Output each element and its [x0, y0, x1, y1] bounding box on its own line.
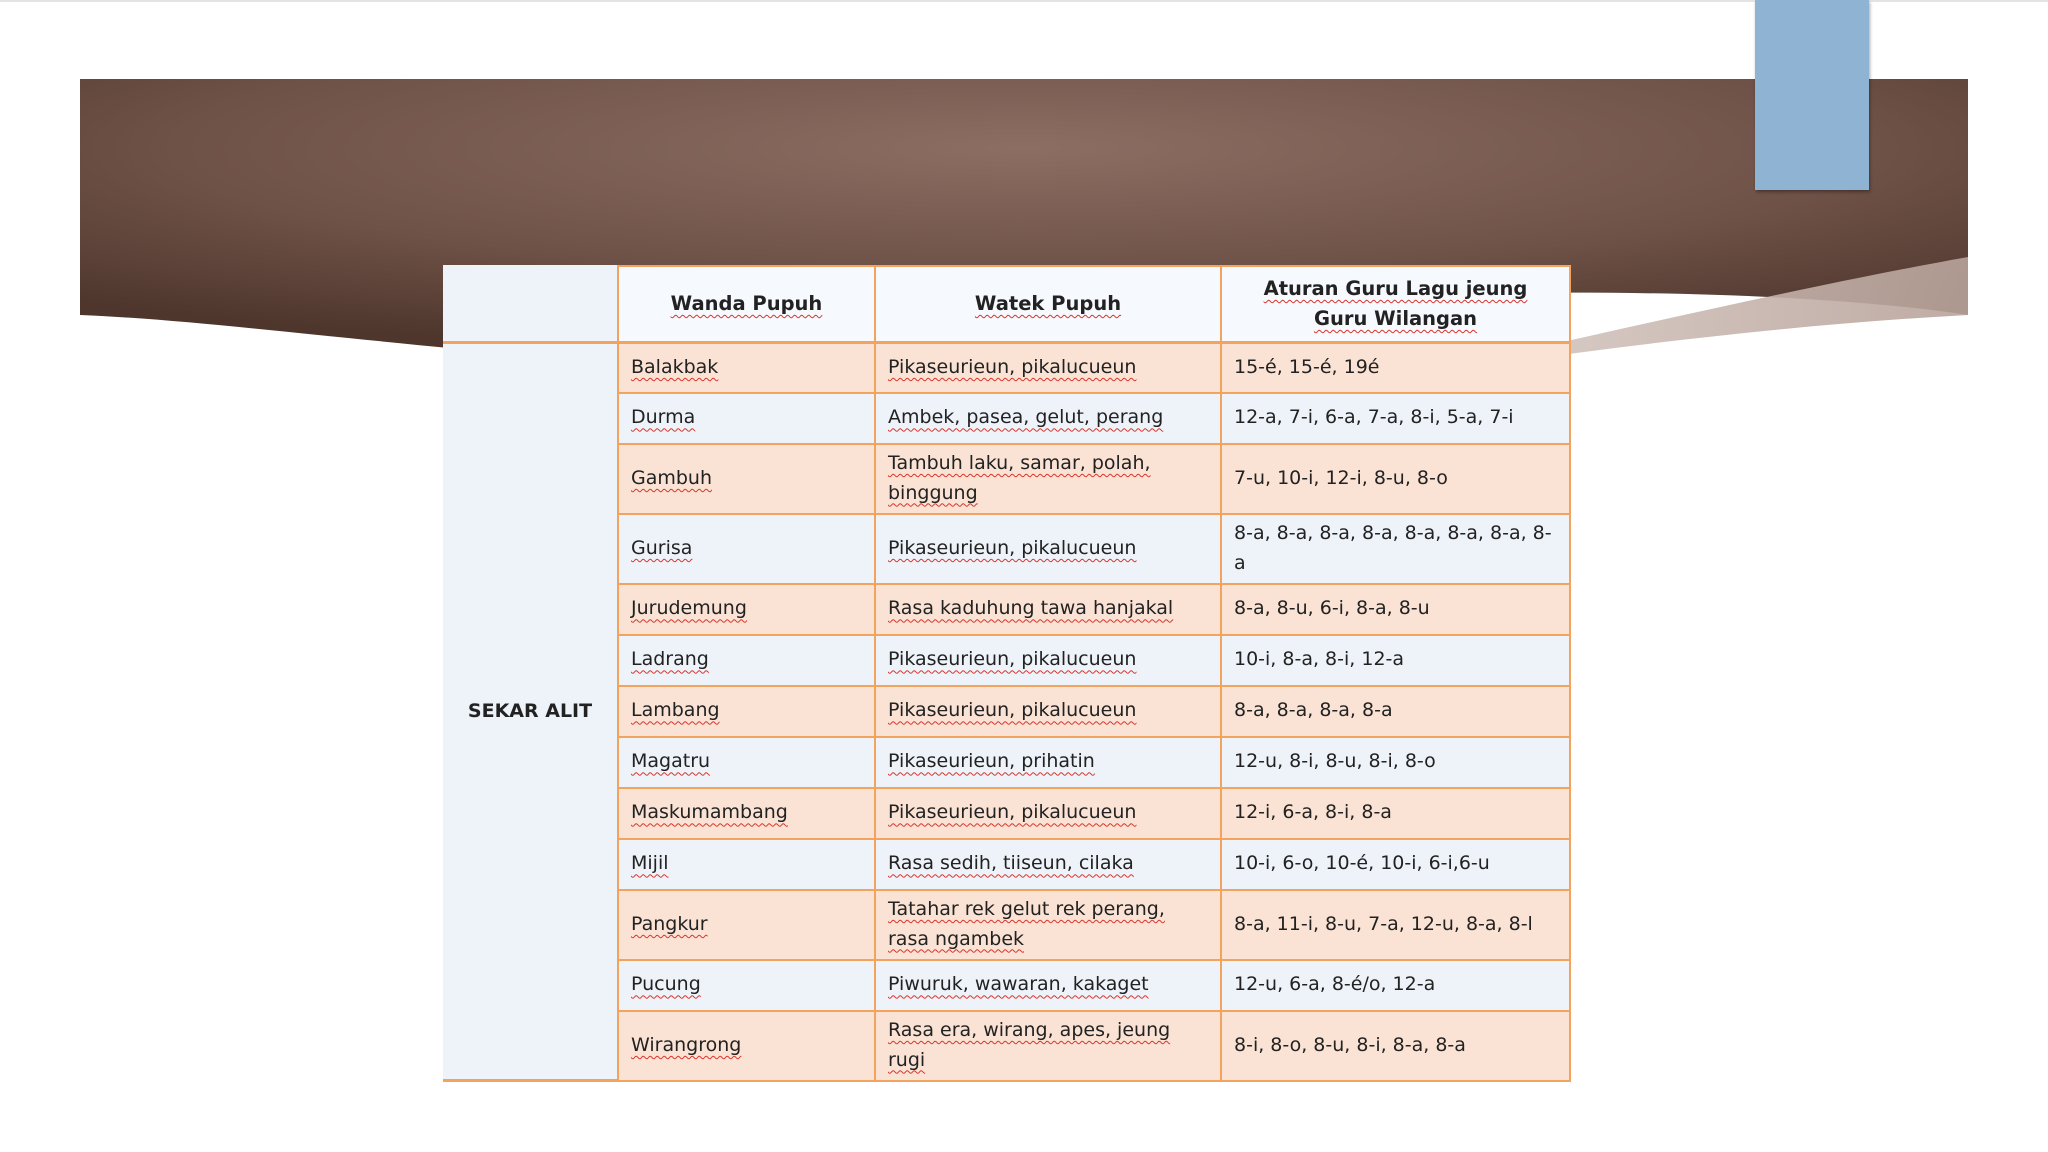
- cell-wanda: [618, 737, 875, 788]
- cell-aturan-text: 8-i, 8-o, 8-u, 8-i, 8-a, 8-a: [1234, 1033, 1466, 1056]
- cell-wanda-text: Pucung: [631, 973, 701, 996]
- cell-aturan: [1221, 343, 1570, 393]
- cell-wanda-text: Gurisa: [631, 536, 693, 559]
- cell-watek: [875, 737, 1221, 788]
- cell-watek-text: Ambek, pasea, gelut, perang: [888, 406, 1164, 429]
- cell-aturan: [1221, 788, 1570, 839]
- cell-wanda: [618, 584, 875, 635]
- pupuh-table: [443, 265, 1571, 1082]
- cell-watek: [875, 393, 1221, 444]
- cell-watek-text: Rasa sedih, tiiseun, cilaka: [888, 852, 1134, 875]
- table-body: [443, 343, 1570, 1081]
- cell-watek-text: Piwuruk, wawaran, kakaget: [888, 973, 1149, 996]
- cell-wanda: [618, 788, 875, 839]
- header-corner: [443, 266, 618, 343]
- cell-watek-text: Tatahar rek gelut rek perang, rasa ngambek: [888, 898, 1165, 950]
- table-header-row: [443, 266, 1570, 343]
- cell-wanda: [618, 343, 875, 393]
- cell-wanda: [618, 960, 875, 1011]
- header-watek-pupuh: Watek Pupuh: [875, 266, 1221, 343]
- cell-watek-text: Rasa kaduhung tawa hanjakal: [888, 597, 1174, 620]
- cell-watek: [875, 890, 1221, 960]
- cell-aturan: [1221, 737, 1570, 788]
- cell-watek: [875, 960, 1221, 1011]
- cell-watek-text: Pikaseurieun, prihatin: [888, 750, 1095, 773]
- cell-watek-text: Tambuh laku, samar, polah, binggung: [888, 452, 1151, 504]
- cell-aturan: [1221, 890, 1570, 960]
- cell-wanda-text: Wirangrong: [631, 1033, 742, 1056]
- cell-watek-text: Pikaseurieun, pikalucueun: [888, 648, 1137, 671]
- cell-aturan: [1221, 686, 1570, 737]
- cell-wanda-text: Lambang: [631, 699, 720, 722]
- pupuh-table-container: [443, 265, 1570, 1082]
- cell-wanda-text: Ladrang: [631, 648, 709, 671]
- cell-aturan: [1221, 584, 1570, 635]
- cell-aturan-text: 8-a, 8-a, 8-a, 8-a, 8-a, 8-a, 8-a, 8-a: [1234, 522, 1552, 574]
- cell-aturan: [1221, 839, 1570, 890]
- cell-aturan-text: 15-é, 15-é, 19é: [1234, 356, 1380, 379]
- cell-watek-text: Pikaseurieun, pikalucueun: [888, 356, 1137, 379]
- cell-wanda-text: Mijil: [631, 852, 669, 875]
- cell-watek: [875, 514, 1221, 584]
- cell-watek: [875, 1011, 1221, 1081]
- cell-wanda: [618, 635, 875, 686]
- cell-aturan-text: 10-i, 8-a, 8-i, 12-a: [1234, 648, 1405, 671]
- cell-aturan-text: 8-a, 8-a, 8-a, 8-a: [1234, 699, 1393, 722]
- cell-wanda: [618, 514, 875, 584]
- table-row: [443, 343, 1570, 393]
- cell-aturan-text: 12-u, 8-i, 8-u, 8-i, 8-o: [1234, 750, 1436, 773]
- cell-watek: [875, 343, 1221, 393]
- cell-aturan-text: 7-u, 10-i, 12-i, 8-u, 8-o: [1234, 466, 1448, 489]
- cell-wanda-text: Pangkur: [631, 912, 708, 935]
- cell-wanda: [618, 393, 875, 444]
- cell-watek-text: Pikaseurieun, pikalucueun: [888, 536, 1137, 559]
- cell-aturan: [1221, 444, 1570, 514]
- accent-tab: [1755, 0, 1869, 190]
- cell-watek-text: Pikaseurieun, pikalucueun: [888, 699, 1137, 722]
- top-border-line: [0, 0, 2048, 2]
- cell-wanda-text: Balakbak: [631, 356, 719, 379]
- cell-aturan: [1221, 393, 1570, 444]
- cell-aturan-text: 8-a, 11-i, 8-u, 7-a, 12-u, 8-a, 8-l: [1234, 912, 1533, 935]
- header-aturan: Aturan Guru Lagu jeung Guru Wilangan: [1221, 266, 1570, 343]
- cell-aturan-text: 12-u, 6-a, 8-é/o, 12-a: [1234, 973, 1436, 996]
- cell-aturan: [1221, 635, 1570, 686]
- cell-wanda: [618, 1011, 875, 1081]
- cell-watek-text: Pikaseurieun, pikalucueun: [888, 801, 1137, 824]
- cell-wanda-text: Maskumambang: [631, 801, 788, 824]
- cell-wanda: [618, 890, 875, 960]
- cell-wanda-text: Durma: [631, 406, 696, 429]
- group-label-sekar-alit: SEKAR ALIT: [443, 343, 618, 1081]
- cell-wanda: [618, 839, 875, 890]
- cell-aturan: [1221, 1011, 1570, 1081]
- cell-aturan: [1221, 960, 1570, 1011]
- cell-wanda-text: Jurudemung: [631, 597, 747, 620]
- cell-watek: [875, 686, 1221, 737]
- cell-wanda: [618, 444, 875, 514]
- cell-wanda-text: Gambuh: [631, 466, 713, 489]
- cell-watek: [875, 788, 1221, 839]
- cell-watek: [875, 635, 1221, 686]
- cell-aturan: [1221, 514, 1570, 584]
- cell-watek: [875, 584, 1221, 635]
- cell-wanda-text: Magatru: [631, 750, 711, 773]
- cell-aturan-text: 12-i, 6-a, 8-i, 8-a: [1234, 801, 1392, 824]
- cell-aturan-text: 8-a, 8-u, 6-i, 8-a, 8-u: [1234, 597, 1430, 620]
- header-wanda-pupuh: Wanda Pupuh: [618, 266, 875, 343]
- cell-aturan-text: 12-a, 7-i, 6-a, 7-a, 8-i, 5-a, 7-i: [1234, 406, 1514, 429]
- cell-watek: [875, 444, 1221, 514]
- cell-watek-text: Rasa era, wirang, apes, jeung rugi: [888, 1019, 1171, 1071]
- cell-aturan-text: 10-i, 6-o, 10-é, 10-i, 6-i,6-u: [1234, 852, 1490, 875]
- cell-watek: [875, 839, 1221, 890]
- cell-wanda: [618, 686, 875, 737]
